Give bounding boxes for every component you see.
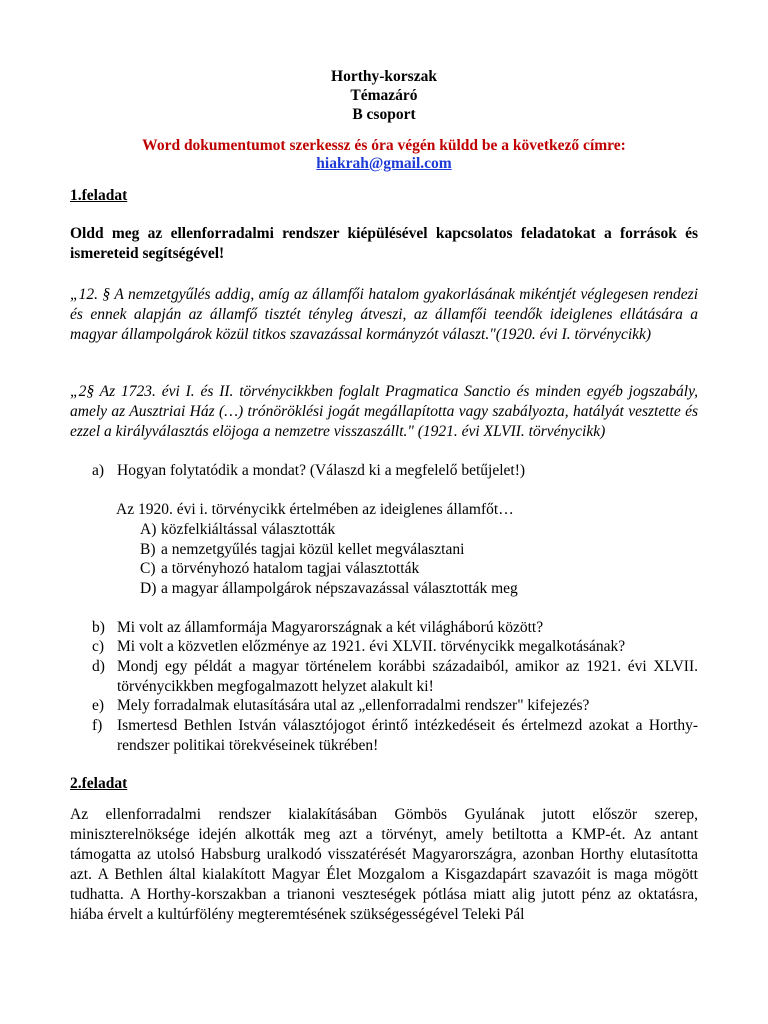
- option-label: C): [140, 560, 156, 577]
- option-d: [140, 579, 518, 599]
- submission-instruction: Word dokumentumot szerkessz és óra végén küldd be a következő címre:: [142, 137, 626, 154]
- source-quote-1: „12. § A nemzetgyűlés addig, amíg az államfői hatalom gyakorlásának mikéntjét véglegesen rendezi és ennek alapján az államfő tisztét tényleg átveszi, az államfői teendők ideiglenes ellátására a magyar állampolgárok közül titkos szavazással kormányzót választ."(1920. évi I. törvénycikk): [70, 286, 698, 343]
- question-b: [92, 618, 698, 638]
- email-link[interactable]: hiakrah@gmail.com: [316, 155, 452, 172]
- question-stem: Az 1920. évi i. törvénycikk értelmében az ideiglenes államfőt…: [116, 501, 514, 518]
- task1-intro: Oldd meg az ellenforradalmi rendszer kiépülésével kapcsolatos feladatokat a források és ismereteid segítségével!: [70, 225, 698, 262]
- question-text: Mondj egy példát a magyar történelem korábbi századaiból, amikor az 1921. évi XLVII. törvénycikkben megfogalmazott helyzet alakult ki!: [117, 658, 698, 695]
- task2-heading: 2.feladat: [70, 775, 128, 792]
- question-text: Mi volt az államformája Magyarországnak a két világháború között?: [117, 619, 544, 636]
- question-label: b): [92, 619, 105, 636]
- source-quote-2: „2§ Az 1723. évi I. és II. törvénycikkben foglalt Pragmatica Sanctio és minden egyéb jogszabály, amely az Ausztriai Ház (…) trónöröklési jogát megállapította vagy szabályozta, hatályát vesztette és ezzel a királyválasztás elöjoga a nemzetre visszaszállt." (1921. évi XLVII. törvénycikk): [70, 383, 698, 440]
- question-text: Mi volt a közvetlen előzménye az 1921. évi XLVII. törvénycikk megalkotásának?: [117, 638, 626, 655]
- document-title: Horthy-korszak: [331, 68, 437, 85]
- option-c: [140, 559, 419, 579]
- option-text: a törvényhozó hatalom tagjai választották: [161, 560, 420, 577]
- option-a: [140, 520, 335, 540]
- document-subtitle: Témazáró: [350, 87, 418, 104]
- option-label: A): [140, 521, 157, 538]
- question-label: e): [92, 697, 105, 714]
- option-label: B): [140, 541, 156, 558]
- question-label: f): [92, 717, 103, 734]
- option-text: közfelkiáltással választották: [161, 521, 336, 538]
- option-label: D): [140, 580, 157, 597]
- question-f: [92, 716, 698, 756]
- document-group: B csoport: [352, 106, 416, 123]
- question-text: Hogyan folytatódik a mondat? (Válaszd ki a megfelelő betűjelet!): [117, 462, 526, 479]
- question-label: a): [92, 462, 105, 479]
- question-e: [92, 696, 698, 716]
- question-text: Mely forradalmak elutasítására utal az „ellenforradalmi rendszer" kifejezés?: [117, 697, 590, 714]
- task1-heading: 1.feladat: [70, 187, 128, 204]
- option-b: [140, 540, 464, 560]
- option-text: a nemzetgyűlés tagjai közül kellet megválasztani: [161, 541, 465, 558]
- question-c: [92, 637, 698, 657]
- question-a: [92, 461, 698, 481]
- option-text: a magyar állampolgárok népszavazással választották meg: [161, 580, 518, 597]
- question-text: Ismertesd Bethlen István választójogot érintő intézkedéseit és értelmezd azokat a Horthy-rendszer politikai törekvéseinek tükrében!: [117, 717, 698, 754]
- task2-text: Az ellenforradalmi rendszer kialakításában Gömbös Gyulának jutott először szerep, miniszterelnöksége idején alkották meg azt a törvényt, amely betiltotta a KMP-ét. Az antant támogatta az utolsó Habsburg uralkodó visszatérését Magyarországra, azonban Horthy elutasította azt. A Bethlen által kialakított Magyar Élet Mozgalom a Kisgazdapárt szavazóit is maga mögött tudhatta. A Horthy-korszakban a trianoni veszteségek pótlása miatt alig jutott pénz az oktatásra, hiába érvelt a kultúrfölény megteremtésének szükségességével Teleki Pál: [70, 806, 698, 923]
- question-d: [92, 657, 698, 697]
- question-label: d): [92, 658, 105, 675]
- question-label: c): [92, 638, 105, 655]
